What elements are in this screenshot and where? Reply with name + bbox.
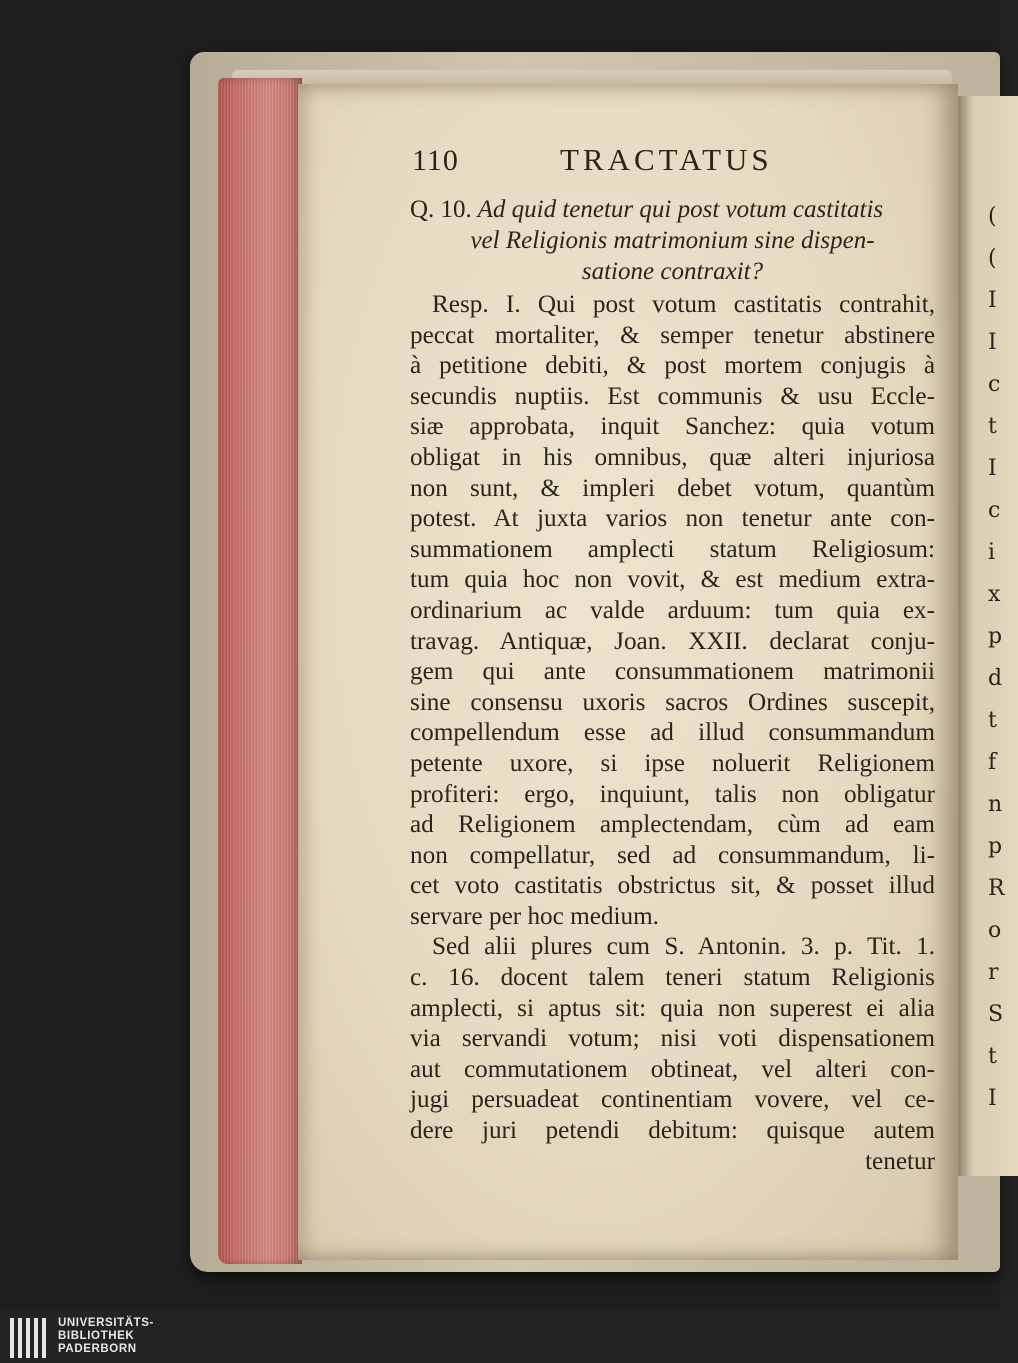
body-line: Resp. I. Qui post votum castitatis contrahit, xyxy=(432,291,935,318)
facing-page-letter: i xyxy=(988,540,996,565)
body-line: gem qui ante consummationem matrimonii xyxy=(410,658,935,686)
facing-page-letter: n xyxy=(988,792,1003,817)
facing-page-letter: t xyxy=(988,708,997,733)
facing-page-letter: r xyxy=(988,960,999,985)
facing-page-letter: ( xyxy=(988,246,997,271)
facing-page-letter: ( xyxy=(988,204,997,229)
question-line-1 xyxy=(410,194,935,225)
body-line: petente uxore, si ipse noluerit Religionem xyxy=(410,749,935,777)
question-text: Ad quid tenetur qui post votum castitatis xyxy=(477,196,884,223)
facing-page-letter: c xyxy=(988,372,1001,397)
body-line: siæ approbata, inquit Sanchez: quia votum xyxy=(410,413,935,441)
body-line: travag. Antiquæ, Joan. XXII. declarat conju- xyxy=(410,627,935,655)
library-logo-icon xyxy=(10,1318,48,1358)
page-number: 110 xyxy=(412,144,459,177)
body-line: potest. At juxta varios non tenetur ante con- xyxy=(410,505,935,533)
facing-page-letter: c xyxy=(988,498,1001,523)
body-line: profiteri: ergo, inquiunt, talis non obligatur xyxy=(410,780,935,808)
question-line-2: vel Religionis matrimonium sine dispen- xyxy=(470,227,875,254)
library-name-line-2: BIBLIOTHEK xyxy=(58,1330,135,1342)
body-line: non compellatur, sed ad consummandum, li- xyxy=(410,841,935,869)
body-line: sine consensu uxoris sacros Ordines suscepit, xyxy=(410,688,935,716)
facing-page-fragment xyxy=(958,96,1018,1176)
facing-page-letter: I xyxy=(988,456,997,481)
facing-page-letter: I xyxy=(988,330,997,355)
question-heading xyxy=(410,194,935,287)
body-line: ordinarium ac valde arduum: tum quia ex- xyxy=(410,596,935,624)
facing-page-letter: x xyxy=(988,582,1001,607)
question-number: Q. 10. xyxy=(410,196,472,223)
red-page-edges xyxy=(218,78,302,1264)
body-line: dere juri petendi debitum: quisque autem xyxy=(410,1117,935,1145)
body-line: secundis nuptiis. Est communis & usu Eccle- xyxy=(410,382,935,410)
facing-page-letter: f xyxy=(988,750,997,775)
facing-page-letter: p xyxy=(988,624,1003,649)
facing-page-letter: t xyxy=(988,1044,997,1069)
body-line: peccat mortaliter, & semper tenetur abstinere xyxy=(410,321,935,349)
library-name-line-1: UNIVERSITÄTS- xyxy=(58,1317,154,1329)
body-line: obligat in his omnibus, quæ alteri injuriosa xyxy=(410,443,935,471)
body-line: cet voto castitatis obstrictus sit, & posset illud xyxy=(410,872,935,900)
running-title: TRACTATUS xyxy=(560,142,773,177)
body-line: summationem amplecti statum Religiosum: xyxy=(410,535,935,563)
body-line: tum quia hoc non vovit, & est medium extra- xyxy=(410,566,935,594)
body-line: jugi persuadeat continentiam vovere, vel ce- xyxy=(410,1086,935,1114)
body-line: c. 16. docent talem teneri statum Religionis xyxy=(410,964,935,992)
question-line-3: satione contraxit? xyxy=(581,258,764,285)
facing-page-letter: I xyxy=(988,288,997,313)
facing-page-letter: I xyxy=(988,1086,997,1111)
facing-page-letter: S xyxy=(988,1002,1004,1027)
catchword: tenetur xyxy=(865,1147,935,1175)
body-line: servare per hoc medium. xyxy=(410,902,659,930)
page-header xyxy=(410,140,935,184)
page-text xyxy=(410,140,935,1177)
body-line: compellendum esse ad illud consummandum xyxy=(410,719,935,747)
facing-page-letter: o xyxy=(988,918,1002,943)
library-footer xyxy=(0,1310,1000,1363)
body-line: amplecti, si aptus sit: quia non superest ei alia xyxy=(410,994,935,1022)
body-line: Sed alii plures cum S. Antonin. 3. p. Tit. 1. xyxy=(432,933,935,961)
body-line: ad Religionem amplectendam, cùm ad eam xyxy=(410,811,935,839)
facing-page-letter: p xyxy=(988,834,1003,859)
body-line: non sunt, & impleri debet votum, quantùm xyxy=(410,474,935,502)
library-name-line-3: PADERBORN xyxy=(58,1343,137,1355)
facing-page-letter: d xyxy=(988,666,1003,691)
facing-page-letter: t xyxy=(988,414,997,439)
body-line: via servandi votum; nisi voti dispensationem xyxy=(410,1025,935,1053)
body-line: aut commutationem obtineat, vel alteri con- xyxy=(410,1055,935,1083)
library-name xyxy=(58,1317,154,1356)
body-line: à petitione debiti, & post mortem conjugis à xyxy=(410,352,935,380)
facing-page-letter: R xyxy=(988,876,1005,901)
body-text xyxy=(410,290,935,1177)
